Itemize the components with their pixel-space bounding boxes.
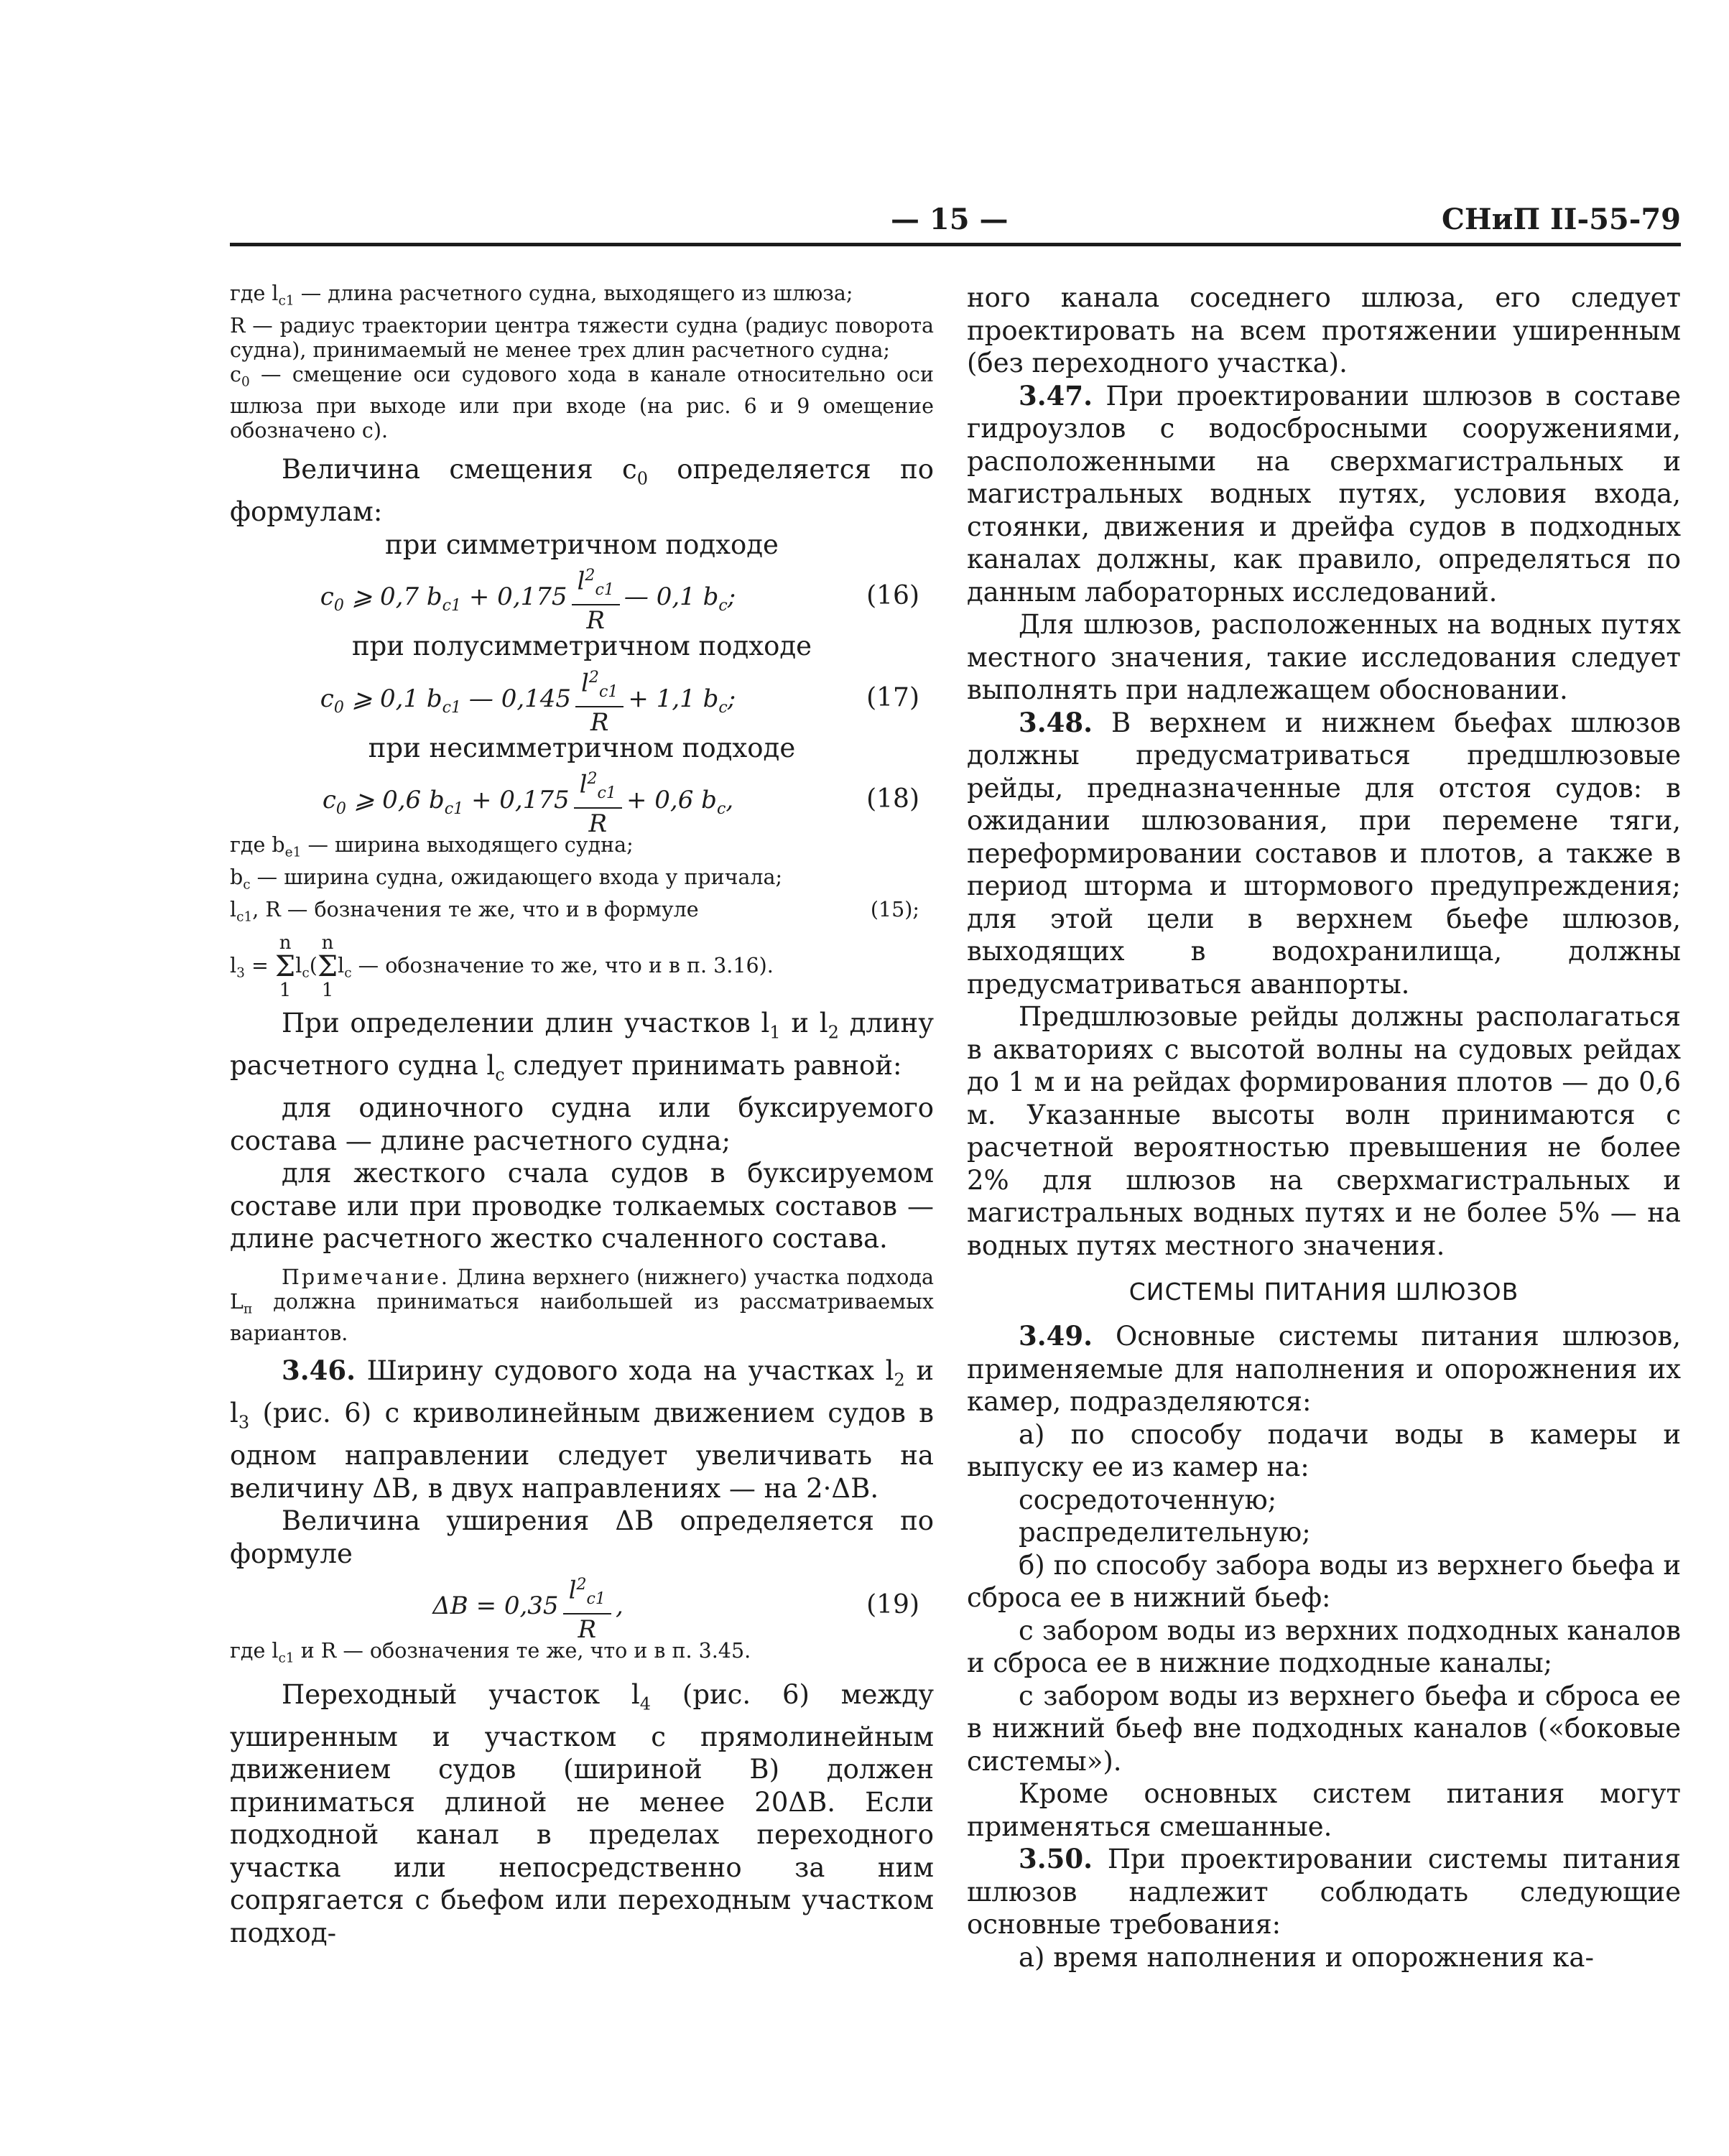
clause-3-49: 3.49. Основные системы питания шлюзов, применяемые для наполнения и опорожнения их камер, подразделяются: <box>967 1320 1681 1417</box>
formula-18: $c_0$ ⩾ 0,6 $b_{c1} + 0,175$ $\frac{l^2_{c1}}{R}$ + 0,6 $b_c$, (18) <box>230 764 934 833</box>
paragraph: Переходный участок $l_4$ (рис. 6) между уширенным и участком с прямолинейным движением судов (шириной B) должен приниматься длиной не менее 20ΔB. Если подходной канал в пределах переходного участка или непосредственно за ним сопрягается с бьефом или переходным участком подход- <box>230 1678 934 1948</box>
formula-number: (17) <box>866 682 919 712</box>
clause-3-48: 3.48. В верхнем и нижнем бьефах шлюзов должны предусматриваться предшлюзовые рейды, предназначенные для отстоя судов: в ожидании шлюзования, при перемене тяги, переформировании составов и плотов, а также в период шторма и штормового предупреждения; для этой цели в верхнем бьефе шлюзов, выходящих в водохранилища, должны предусматриваться аванпорты. <box>967 706 1681 1000</box>
definition: $b_c$ — ширина судна, ожидающего входа у причала; <box>230 865 783 893</box>
paragraph: Для шлюзов, расположенных на водных путях местного значения, такие исследования следует выполнять при надлежащем обосновании. <box>967 609 1681 705</box>
list-item: распределительную; <box>1019 1517 1311 1548</box>
definition: R — радиус траектории центра тяжести судна (радиус поворота судна), принимаемый не менее трех длин расчетного судна; <box>230 313 934 362</box>
formula-number: (16) <box>866 581 919 611</box>
note: Примечание. Длина верхнего (нижнего) участка подхода $L_п$ должна приниматься наибольшей из рассматриваемых вариантов. <box>230 1265 934 1346</box>
definition: где $l_{c1}$ — длина расчетного судна, выходящего из шлюза; <box>230 282 853 309</box>
definition: $c_0$ — смещение оси судового хода в канале относительно оси шлюза при выходе или при входе (на рис. 6 и 9 омещение обозначено c). <box>230 362 934 443</box>
right-column <box>967 282 1681 1974</box>
paragraph: Величина уширения ΔB определяется по формуле <box>230 1505 934 1569</box>
list-item: а) время наполнения и опорожнения ка- <box>1019 1941 1594 1973</box>
paragraph: ного канала соседнего шлюза, его следует проектировать на всем протяжении уширенным (без переходного участка). <box>967 282 1681 378</box>
definition: $l_3 = n$ Σ $1l_c(n$ Σ $1l_c$ — обозначение то же, что и в п. 3.16). <box>230 932 774 1002</box>
clause-3-50: 3.50. При проектировании системы питания шлюзов надлежит соблюдать следующие основные требования: <box>967 1843 1681 1940</box>
left-column <box>230 282 934 1949</box>
paragraph: Величина смещения $c_0$ определяется по формулам: <box>230 454 934 528</box>
list-item: а) по способу подачи воды в камеры и выпуску ее из камер на: <box>967 1418 1681 1482</box>
formula-number: (19) <box>866 1590 919 1620</box>
paragraph: При определении длин участков $l_1$ и $l_2$ длину расчетного судна $l_c$ следует принимать равной: <box>230 1008 934 1085</box>
definition: $l_{c1}$, R — бозначения те же, что и в формуле (15); <box>230 897 919 925</box>
section-heading: СИСТЕМЫ ПИТАНИЯ ШЛЮЗОВ <box>1128 1278 1519 1306</box>
paragraph: Кроме основных систем питания могут применяться смешанные. <box>967 1778 1681 1842</box>
page-header <box>230 203 1681 237</box>
formula-17: $c_0$ ⩾ 0,1 $b_{c1}$ — 0,145 $\frac{l^2_{c1}}{R}$ + 1,1 $b_c$; (17) <box>230 663 934 732</box>
document-code: СНиП II-55-79 <box>1442 203 1681 236</box>
paragraph: Предшлюзовые рейды должны располагаться в акваториях с высотой волны на судовых рейдах до 1 м и на рейдах формирования плотов — до 0,6 м. Указанные высоты волн принимаются с расчетной вероятностью превышения не более 2% для шлюзов на сверхмагистральных и магистральных водных путях и не более 5% — на водных путях местного значения. <box>967 1001 1681 1261</box>
clause-3-46: 3.46. Ширину судового хода на участках $l_2$ и $l_3$ (рис. 6) с криволинейным движением судов в одном направлении следует увеличивать на величину ΔB, в двух направлениях — на 2·ΔB. <box>230 1355 934 1504</box>
paragraph: для одиночного судна или буксируемого состава — длине расчетного судна; <box>230 1092 934 1156</box>
paragraph: для жесткого счала судов в буксируемом составе или при проводке толкаемых составов — длине расчетного жестко счаленного состава. <box>230 1158 934 1255</box>
definition: где $l_{c1}$ и R — обозначения те же, что и в п. 3.45. <box>230 1639 751 1666</box>
page-number: — 15 — <box>891 203 1009 236</box>
clause-3-47: 3.47. При проектировании шлюзов в составе гидроузлов с водосбросными сооружениями, расположенными на сверхмагистральных и магистральных водных путях, условия входа, стоянки, движения и дрейфа судов в подходных каналах должны, как правило, определяться по данным лабораторных исследований. <box>967 379 1681 608</box>
formula-heading: при несимметричном подходе <box>368 732 796 763</box>
list-item: сосредоточенную; <box>1019 1484 1277 1515</box>
list-item: с забором воды из верхнего бьефа и сброса ее в нижний бьеф вне подходных каналов («боковые системы»). <box>967 1680 1681 1777</box>
formula-heading: при симметричном подходе <box>385 529 779 560</box>
formula-number: (18) <box>866 784 919 814</box>
list-item: с забором воды из верхних подходных каналов и сброса ее в нижние подходные каналы; <box>967 1614 1681 1678</box>
formula-19: ΔB = 0,35 $\frac{l^2_{c1}}{R}$ , (19) <box>230 1570 934 1639</box>
definition: где $b_{e1}$ — ширина выходящего судна; <box>230 833 634 860</box>
formula-heading: при полусимметричном подходе <box>351 631 812 662</box>
formula-16: $c_0$ ⩾ 0,7 $b_{c1} + 0,175$ $\frac{l^2_{c1}}{R}$ — 0,1 $b_c$; (16) <box>230 561 934 630</box>
list-item: б) по способу забора воды из верхнего бьефа и сброса ее в нижний бьеф: <box>967 1549 1681 1613</box>
header-rule <box>230 243 1681 246</box>
